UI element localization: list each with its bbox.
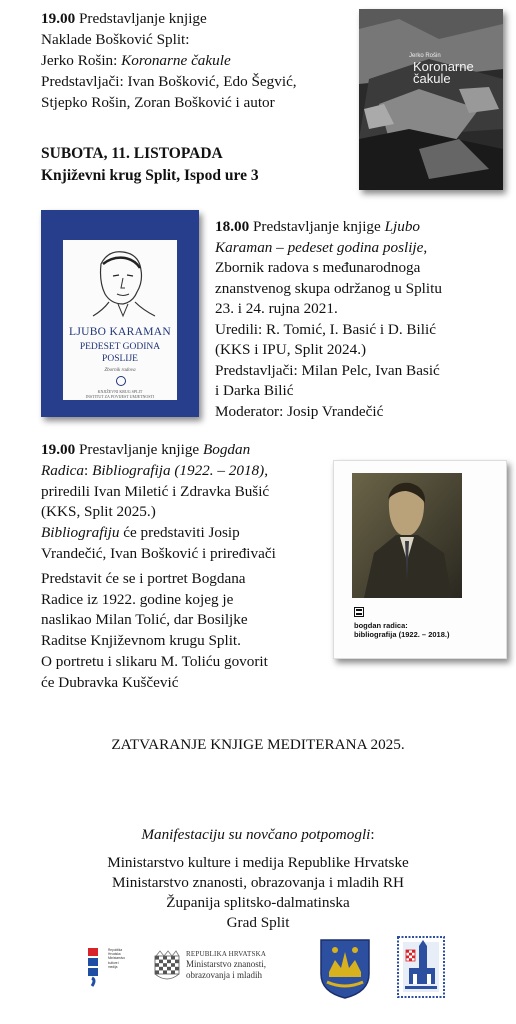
event2-line8: Predstavljači: Milan Pelc, Ivan Basić <box>215 361 440 379</box>
event3-text <box>41 440 276 694</box>
book-cover-koronarne-cakule <box>359 9 503 190</box>
event3-line12: će Dubravka Kuščević <box>41 673 179 691</box>
cover2-emblem-icon <box>116 376 126 386</box>
event3-line6: Vrandečić, Ivan Bošković i priređivači <box>41 544 276 562</box>
sponsors-intro <box>0 826 516 844</box>
culture-logo-line: medija <box>108 964 118 969</box>
event2-line1a: Predstavljanje knjige <box>252 218 385 235</box>
cover2-portrait-sketch <box>63 242 177 322</box>
split-city-coat-of-arms <box>397 936 445 1003</box>
book-cover-ljubo-karaman <box>41 210 199 417</box>
culture-logo-line: Ministarstvo <box>108 956 126 961</box>
event1-time: 19.00 <box>41 10 76 27</box>
event3-line5a: Bibliografiju <box>41 524 120 542</box>
event2-line6: Uredili: R. Tomić, I. Basić i D. Bilić <box>215 320 436 338</box>
event3-line2c: Bibliografija (1922. – 2018) <box>92 461 265 479</box>
cover2-inner <box>63 240 177 400</box>
event1-author: Jerko Rošin: <box>41 52 122 69</box>
culture-logo-line: Republika <box>108 948 123 952</box>
science-logo-line: obrazovanja i mladih <box>186 970 262 980</box>
culture-flag-mark-icon <box>86 946 102 990</box>
event2-line5: 23. i 24. rujna 2021. <box>215 300 338 317</box>
cover3-title-line2: bibliografija (1922. – 2018.) <box>354 630 450 639</box>
science-logo-line: REPUBLIKA HRVATSKA <box>186 950 267 958</box>
county-coat-of-arms <box>319 938 371 1005</box>
event2-line4: znanstvenog skupa održanog u Splitu <box>215 279 442 297</box>
cover2-subtitle: Zbornik radova <box>104 368 136 373</box>
day-date: SUBOTA, 11. LISTOPADA <box>41 145 223 162</box>
event2-text <box>215 217 442 422</box>
event2-line9: i Darka Bilić <box>215 382 294 399</box>
event3-line2d: , <box>264 461 268 479</box>
sponsor-list <box>0 853 516 933</box>
cover1-art <box>359 9 503 190</box>
sponsors-intro-colon: : <box>370 826 375 843</box>
cover2-publisher2: INSTITUT ZA POVIJEST UMJETNOSTI <box>85 394 155 399</box>
science-logo-text <box>186 950 266 981</box>
event1-line1: Predstavljanje knjige <box>78 10 207 27</box>
event2-time: 18.00 <box>215 218 250 235</box>
cover1-title-line2: čakule <box>413 71 451 86</box>
sponsor-item: Ministarstvo znanosti, obrazovanja i mladih RH <box>112 874 404 891</box>
cover3-publisher-icon <box>354 607 364 617</box>
event2-line2a: Karaman – pedeset godina poslije <box>215 238 424 256</box>
event3-line5b: će predstaviti Josip <box>119 524 240 542</box>
event1-line4: Predstavljači: Ivan Bošković, Edo Šegvić, <box>41 73 297 90</box>
event3-line1b: Bogdan <box>202 441 251 458</box>
event1-line2: Naklade Bošković Split: <box>41 31 190 48</box>
event2-line2b: , <box>423 238 428 256</box>
cover1-author: Jerko Rošin <box>409 53 441 59</box>
event3-line11: O portretu i slikaru M. Toliću govorit <box>41 652 268 670</box>
day-header <box>41 143 259 187</box>
event1-book: Koronarne čakule <box>121 52 231 69</box>
county-crest-icon <box>319 938 371 1000</box>
ministry-culture-logo <box>86 946 146 990</box>
cover1-title-line1: Koronarne <box>413 59 474 74</box>
event3-line1a: Prestavljanje knjige <box>78 441 203 458</box>
sponsor-item: Grad Split <box>226 914 290 931</box>
cover1-title <box>413 61 474 85</box>
cover3-title <box>354 621 449 639</box>
science-logo-line: Ministarstvo znanosti, <box>186 959 266 969</box>
event2-line3: Zbornik radova s međunarodnoga <box>215 259 421 276</box>
cover3-title-line1: bogdan radica: <box>354 621 408 630</box>
event3-line2b: : <box>84 461 93 479</box>
culture-logo-text <box>108 948 125 969</box>
event2-line10: Moderator: Josip Vrandečić <box>215 402 384 420</box>
cover2-title-line1: PEDESET GODINA <box>79 342 161 352</box>
event3-line9: naslikao Milan Tolić, dar Bosiljke <box>41 611 248 629</box>
event3-line10: Raditse Književnom krugu Split. <box>41 632 241 650</box>
event1-text <box>41 8 297 113</box>
sponsor-item: Županija splitsko-dalmatinska <box>166 894 350 911</box>
event3-line2a: Radica <box>41 461 85 479</box>
event2-line7: (KKS i IPU, Split 2024.) <box>215 341 367 358</box>
event3-line4: (KKS, Split 2025.) <box>41 503 156 521</box>
culture-logo-line: kulture i <box>108 960 120 965</box>
event3-line7: Predstavit će se i portret Bogdana <box>41 569 246 587</box>
event2-line1b: Ljubo <box>384 218 421 235</box>
closing-title: ZATVARANJE KNJIGE MEDITERANA 2025. <box>111 736 405 753</box>
split-crest-icon <box>397 936 445 998</box>
ministry-science-logo <box>154 948 314 988</box>
book-cover-bogdan-radica <box>333 460 507 659</box>
sponsor-item: Ministarstvo kulture i medija Republike Hrvatske <box>107 854 409 871</box>
croatian-coat-of-arms-icon <box>154 950 180 982</box>
cover2-publisher1: KNJIŽEVNI KRUG SPLIT <box>97 389 143 394</box>
event3-line8: Radice iz 1922. godine kojeg je <box>41 590 234 608</box>
event3-time: 19.00 <box>41 441 76 458</box>
event1-line5: Stjepko Rošin, Zoran Bošković i autor <box>41 94 275 111</box>
sponsors-intro-text: Manifestaciju su novčano potpomogli <box>141 826 371 843</box>
event3-line3: priredili Ivan Miletić i Zdravka Bušić <box>41 482 270 500</box>
culture-logo-line: Hrvatska <box>108 952 121 957</box>
day-place: Književni krug Split, Ispod ure 3 <box>41 167 259 184</box>
cover2-author: LJUBO KARAMAN <box>69 326 171 338</box>
cover2-title-line2: POSLIJE <box>102 354 138 364</box>
